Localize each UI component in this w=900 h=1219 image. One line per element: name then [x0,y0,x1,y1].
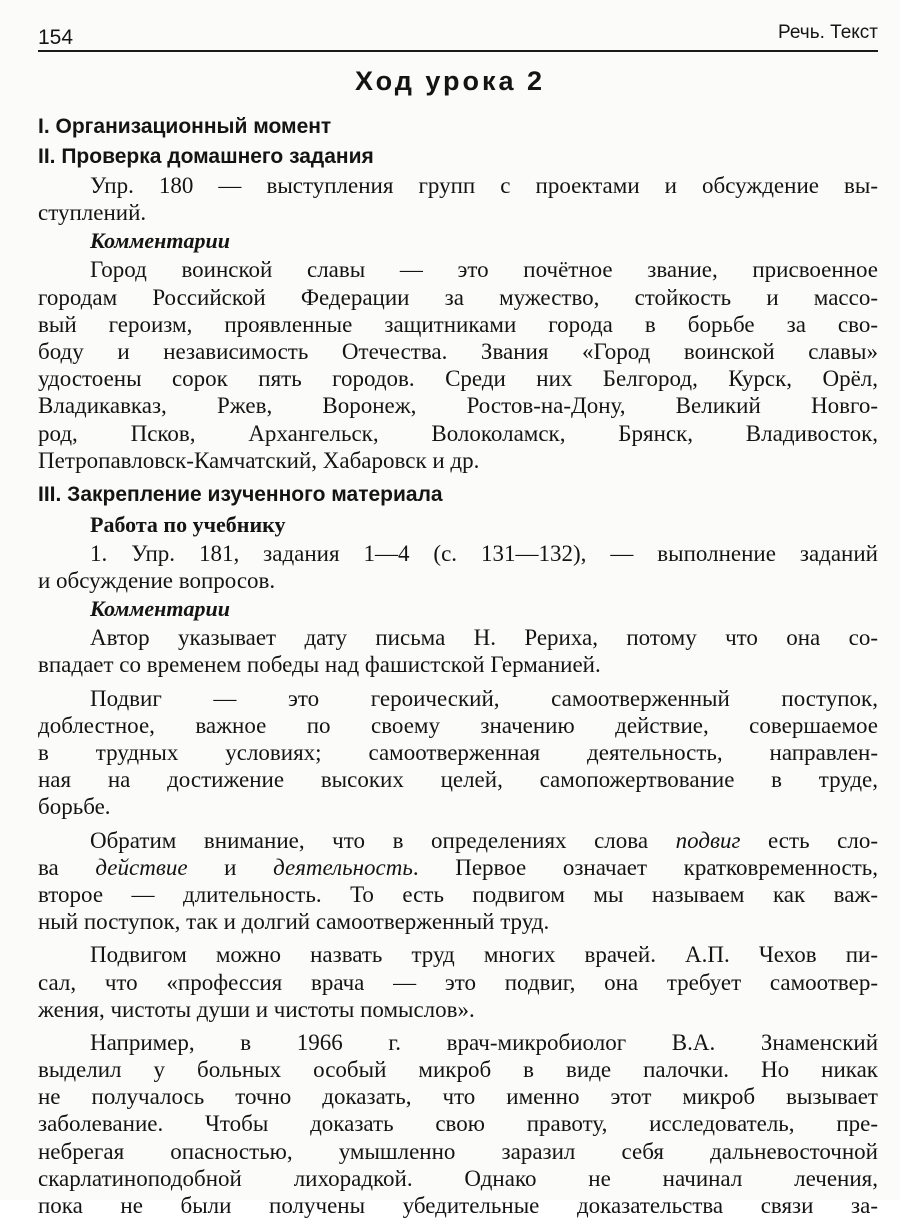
text-line: Подвигом можно назвать труд многих врачей. А.П. Чехов пи- [90,942,878,968]
text-line: городам Российской Федерации за мужество, стойкость и массо- [38,284,878,310]
text-line: Упр. 180 — выступления групп с проектами и обсуждение вы- [90,173,878,198]
text-line: Автор указывает дату письма Н. Рериха, потому что она со- [90,625,878,651]
text-line: род, Псков, Архангельск, Волоколамск, Брянск, Владивосток, [38,420,878,446]
text-line: Город воинской славы — это почётное звание, присвоенное [90,257,878,283]
text-line: в трудных условиях; самоотверженная деятельность, направлен- [38,740,878,765]
text-line: доблестное, важное по своему значению действие, совершаемое [38,712,878,738]
text-line: ступлений. [38,200,147,226]
text-line [38,827,878,854]
text-line: скарлатиноподобной лихорадкой. Однако не начинал лечения, [38,1165,878,1191]
text-line: выделил у больных особый микроб в виде палочки. Но никак [38,1057,878,1083]
text-run: . Первое означает кратковременность, [412,854,878,880]
text-line: Подвиг — это героический, самоотверженный поступок, [90,685,878,711]
text-line: и обсуждение вопросов. [38,568,276,594]
text-line: небрегая опасностью, умышленно заразил себя дальневосточной [38,1138,878,1164]
text-line: сал, что «профессия врача — это подвиг, она требует самоотвер- [38,969,878,995]
text-line: второе — длительность. То есть подвигом мы называем как важ- [38,881,878,907]
text-run: Обратим внимание, что в определениях слова [90,827,676,853]
text-line: не получалось точно доказать, что именно этот микроб вызывает [38,1084,878,1110]
emphasis-word: деятельность [273,854,413,880]
running-head: Речь. Текст [778,22,878,43]
subheading: Работа по учебнику [90,511,286,537]
text-line: удостоены сорок пять городов. Среди них Белгород, Курск, Орёл, [38,366,878,392]
text-line: борьбе. [38,794,111,820]
page-body [38,112,878,1219]
emphasis-word: действие [95,854,188,880]
text-run: ва [38,854,96,880]
comment-label: Комментарии [90,228,230,254]
text-line: Владикавказ, Ржев, Воронеж, Ростов-на-Дону, Великий Новго- [38,393,878,419]
text-line: ный поступок, так и долгий самоотверженный труд. [38,909,550,935]
text-line: 1. Упр. 181, задания 1—4 (с. 131—132), — выполнение заданий [90,540,878,566]
text-line [38,854,878,881]
text-line: боду и независимость Отечества. Звания «Город воинской славы» [38,338,878,364]
emphasis-word: подвиг [675,827,741,853]
text-run: есть сло- [740,827,878,853]
page-number: 154 [38,26,74,49]
section-heading-2: II. Проверка домашнего задания [38,145,374,168]
text-line: впадает со временем победы над фашистской Германией. [38,652,601,678]
section-heading-1: I. Организационный момент [38,115,332,138]
page-header [38,20,878,52]
text-line: пока не были получены убедительные доказательства связи за- [38,1193,878,1218]
text-line: заболевание. Чтобы доказать свою правоту, исследователь, пре- [38,1111,878,1137]
section-heading-3: III. Закрепление изученного материала [38,482,443,506]
text-line: Петропавловск-Камчатский, Хабаровск и др. [38,447,480,473]
text-line: ная на достижение высоких целей, самопожертвование в труде, [38,767,878,793]
text-run: и [187,854,274,880]
text-line: Например, в 1966 г. врач-микробиолог В.А. Знаменский [90,1029,878,1055]
comment-label: Комментарии [90,596,230,622]
text-line: жения, чистоты души и чистоты помыслов». [38,996,475,1022]
text-line: вый героизм, проявленные защитниками города в борьбе за сво- [38,311,878,337]
lesson-title: Ход урока 2 [354,66,546,96]
